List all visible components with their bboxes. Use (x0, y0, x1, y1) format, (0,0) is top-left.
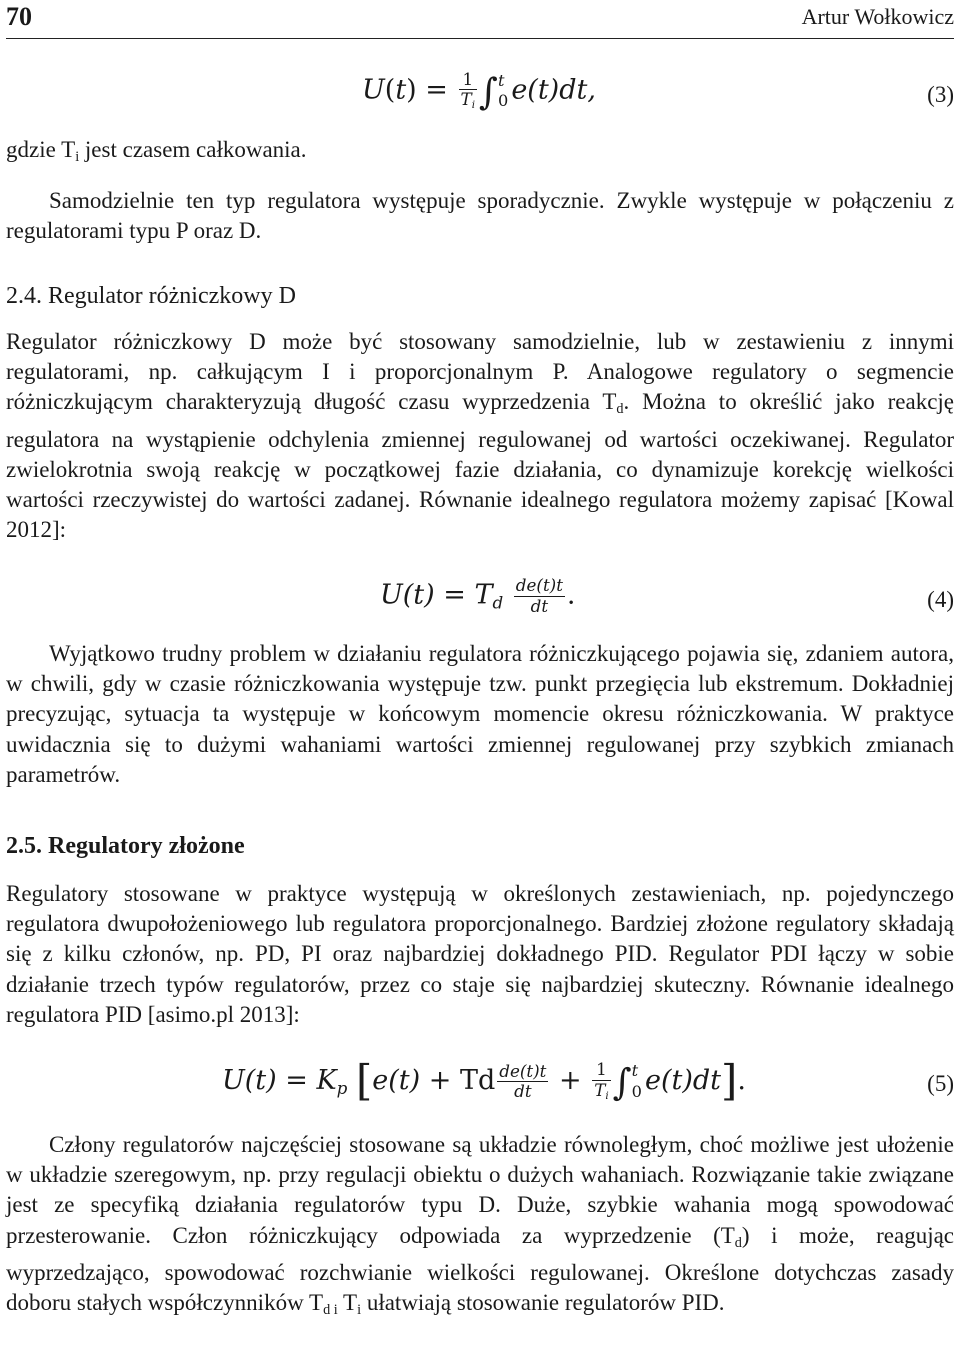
fraction-de-dt: $\frac{de(t)t}{dt}$ (515, 575, 563, 616)
equation-3: U(t) = $\frac{1}{T_i}$ ∫ t 0 e(t)dt, (362, 68, 596, 113)
equation-number-5: (5) (927, 1071, 954, 1096)
where-line: gdzie Ti jest czasem całkowania. (6, 137, 307, 165)
integral-sign: ∫ (479, 70, 498, 113)
section-heading-2-5: 2.5. Regulatory złożone (6, 833, 245, 859)
fraction-1-over-ti-pid: $\frac{1}{T_i}$ (594, 1059, 609, 1103)
fraction-1-over-ti: $\frac{1}{T_i}$ (460, 68, 476, 112)
page-number: 70 (6, 2, 32, 31)
integral-limits: t 0 (498, 70, 509, 111)
equation-number-3: (3) (927, 82, 954, 107)
paragraph-problem: Wyjątkowo trudny problem w działaniu regulatora różniczkującego pojawia się, zdaniem autora, w chwili, gdy w czasie różniczkowania występuje tzw. punkt przegięcia lub ekstremum. Dokładniej precyzując, sytuacja ta występuje w końcowym momencie okresu różniczkowania. W praktyce uwidacznia się to dużymi wahaniami wartości zmiennej regulowanej przy szybkich zmianach parametrów. (6, 641, 954, 787)
equation-5: $U(t) = K_p$ [e(t) + Td $\frac{de(t)t}{dt}$ + $\frac{1}{T_i}$ ∫ t 0 e(t)dt]. (222, 1056, 746, 1105)
header-rule (6, 38, 954, 39)
left-bracket: [ (355, 1056, 373, 1105)
page-header (6, 0, 954, 36)
fraction-de-dt-pid: $\frac{de(t)t}{dt}$ (499, 1060, 547, 1102)
running-author: Artur Wołkowicz (801, 4, 954, 29)
paragraph-complex-regulators: Regulatory stosowane w praktyce występują w określonych zestawieniach, np. pojedynczego regulatora dwupołożeniowego lub regulatora proporcjonalnego. Bardziej złożone regulatory składają się z kilku członów, np. PD, PI oraz najbardziej dokładnego PID. Regulator PDI łączy w sobie działanie trzech typów regulatorów, przez co staje się najbardziej skuteczny. Równanie idealnego regulatora PID [asimo.pl 2013]: (6, 881, 954, 1027)
equation-4: $U(t) = T_d$ $\frac{de(t)t}{dt}$ . (380, 575, 576, 616)
right-bracket: ] (721, 1056, 738, 1105)
integral-sign-pid: ∫ (612, 1060, 632, 1104)
equation-number-4: (4) (927, 587, 954, 612)
paragraph-derivative-regulator: Regulator różniczkowy D może być stosowany samodzielnie, lub w zestawieniu z innymi regulatorami, np. całkującym I i proporcjonalnym P. Analogowe regulatory o segmencie różniczkującym charakteryzują długość czasu wyprzedzenia Td. Można to określić jako reakcję regulatora na wystąpienie odchylenia zmiennej regulowanej od wartości oczekiwanej. Regulator zwielokrotnia swoją reakcję w początkowej fazie działania, co dynamizuje korekcję wielkości wartości rzeczywistej do wartości zadanej. Równanie idealnego regulatora możemy zapisać [Kowal 2012]: (6, 329, 955, 543)
section-heading-2-4: 2.4. Regulator różniczkowy D (6, 283, 296, 309)
integral-limits-pid: t 0 (631, 1061, 642, 1101)
paragraph-regulator-members: Człony regulatorów najczęściej stosowane są układzie równoległym, choć możliwe jest ułożenie w układzie szeregowym, np. przy regulacji obiektu o dużych wahaniach. Rozwiązanie takie związane jest ze specyfiką działania regulatorów typu D. Duże, szybkie wahania mogą spowodować przesterowanie. Człon różniczkujący odpowiada za wyprzedzenie (Td) i może, reagując wyprzedzająco, spowodować rozchwianie wielkości regulowanej. Określone dotychczas zasady doboru stałych współczynników Td i Ti ułatwiają stosowanie regulatorów PID. (6, 1132, 954, 1318)
paragraph-standalone: Samodzielnie ten typ regulatora występuje sporadycznie. Zwykle występuje w połączeniu z regulatorami typu P oraz D. (6, 188, 954, 244)
